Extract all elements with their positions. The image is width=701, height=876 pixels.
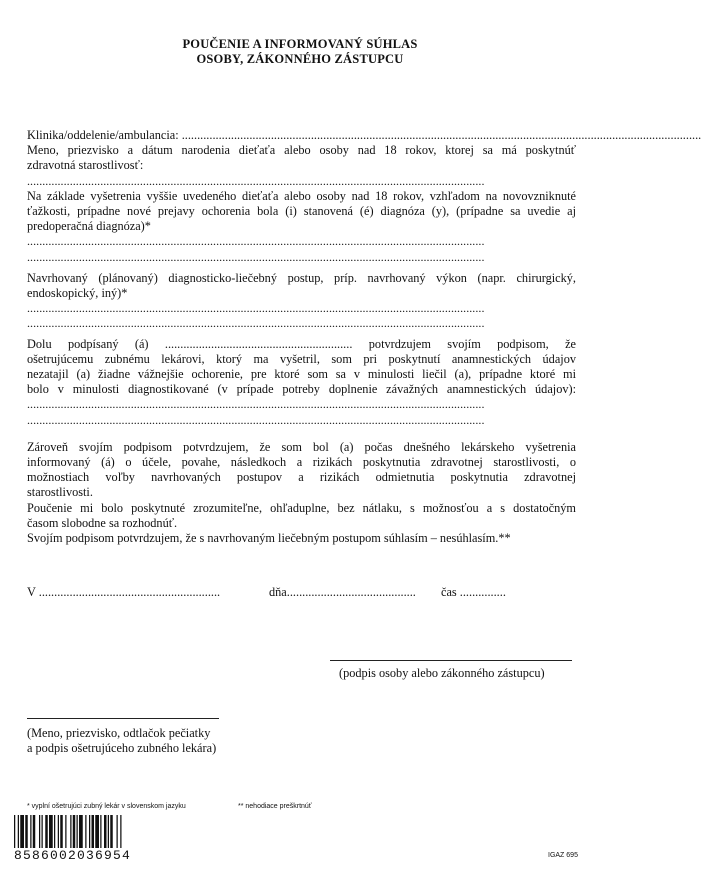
barcode-bar: [100, 815, 101, 848]
informed-text-4: starostlivosti.: [27, 485, 93, 500]
time-row: [441, 585, 506, 600]
barcode-bar: [110, 815, 113, 848]
place-row: [27, 585, 220, 600]
barcode-image: [14, 815, 164, 848]
barcode-bar: [89, 815, 90, 848]
procedure-text-1: Navrhovaný (plánovaný) diagnosticko-liečebný postup, príp. navrhovaný výkon (napr. chirurgický,: [27, 270, 576, 285]
barcode-bar: [49, 815, 53, 848]
barcode-bar: [39, 815, 40, 848]
declaration-text-2: ošetrujúcemu zubnému lekárovi, ktorý ma vyšetril, som pri poskytnutí anamnestických údajov: [27, 351, 576, 366]
spacer: [27, 428, 576, 440]
declaration-text-3: nezatajil (a) žiadne vážnejšie ochorenie, pre ktoré som sa v minulosti liečil (a), prípadne ktoré mi: [27, 366, 576, 381]
footnote-1: * vyplní ošetrujúci zubný lekár v slovenskom jazyku: [27, 803, 186, 810]
declaration-text-1: Dolu podpísaný (á) ............................................................. potvrdzujem svojím podpisom, že: [27, 336, 576, 351]
person-signature-caption: (podpis osoby alebo zákonného zástupcu): [339, 666, 545, 680]
diagnosis-text-1: Na základe vyšetrenia vyššie uvedeného dieťaťa alebo osoby nad 18 rokov, vzhľadom na novovzniknuté: [27, 188, 576, 203]
barcode-bar: [14, 815, 15, 848]
diagnosis-field-1[interactable]: ......................................................................................................................................................: [27, 234, 485, 249]
barcode-bar: [54, 815, 55, 848]
date-row: [269, 585, 416, 600]
footnote-2: ** nehodiace preškrtnúť: [238, 803, 312, 810]
form-title-line-1: POUČENIE A INFORMOVANÝ SÚHLAS: [182, 37, 418, 51]
time-label: čas: [441, 585, 457, 599]
barcode-bar: [20, 815, 24, 848]
barcode-bar: [85, 815, 86, 848]
doctor-signature-caption-1: (Meno, priezvisko, odtlačok pečiatky: [27, 726, 211, 740]
informed-text-2: informovaný (á) o účele, povahe, následkoch a rizikách poskytnutia zdravotnej starostlivosti, o: [27, 454, 576, 469]
diagnosis-text-2: ťažkosti, prípadne nové prejavy ochorenia bola (i) stanovená (é) diagnóza (y), (prípadne sa uvedie aj: [27, 204, 576, 218]
patient-name-field[interactable]: ......................................................................................................................................................: [27, 173, 485, 188]
barcode-bar: [70, 815, 71, 848]
diagnosis-text-3: predoperačná diagnóza)*: [27, 219, 151, 234]
form-title-line-2: OSOBY, ZÁKONNÉHO ZÁSTUPCU: [196, 52, 404, 66]
barcode-bar: [73, 815, 76, 848]
doctor-signature-caption-2: a podpis ošetrujúceho zubného lekára): [27, 741, 217, 755]
informed-text-6: časom slobodne sa rozhodnúť.: [27, 515, 178, 530]
declaration-text-4: bolo v minulosti diagnostikované (v prípade potreby doplnenie závažných anamnestických údajov):: [27, 382, 576, 397]
clinic-label: Klinika/oddelenie/ambulancia:: [27, 128, 179, 142]
time-field[interactable]: ...............: [459, 585, 506, 599]
barcode-bar: [65, 815, 66, 848]
barcode-number: 8586002036954: [14, 848, 132, 863]
barcode-bar: [117, 815, 118, 848]
procedure-text-2: endoskopický, iný)*: [27, 285, 128, 300]
barcode-bar: [30, 815, 31, 848]
barcode-bar: [33, 815, 36, 848]
informed-text-5: Poučenie mi bolo poskytnuté zrozumiteľne, ohľaduplne, bez nátlaku, s možnosťou a s dostatočným: [27, 500, 576, 515]
informed-text-3: možnostiach voľby navrhovaných postupov a rizikách odmietnutia poskytnutia zdravotnej: [27, 470, 576, 485]
procedure-field-2[interactable]: ......................................................................................................................................................: [27, 316, 485, 331]
clinic-row: [27, 128, 701, 143]
patient-name-text-1: Meno, priezvisko a dátum narodenia dieťaťa alebo osoby nad 18 rokov, ktorej sa má poskytnúť: [27, 143, 576, 158]
date-label: dňa: [269, 585, 287, 599]
barcode-bar: [92, 815, 95, 848]
diagnosis-field-2[interactable]: ......................................................................................................................................................: [27, 249, 485, 264]
barcode-bar: [108, 815, 109, 848]
place-label: V: [27, 585, 36, 599]
procedure-field-1[interactable]: ......................................................................................................................................................: [27, 301, 485, 316]
clinic-field[interactable]: .........................................................................................................................................................................: [181, 128, 701, 142]
barcode-bar: [60, 815, 63, 848]
barcode-bar: [77, 815, 78, 848]
barcode-bar: [25, 815, 28, 848]
consent-statement: Svojím podpisom potvrdzujem, že s navrhovaným liečebným postupom súhlasím – nesúhlasím.**: [27, 530, 511, 545]
barcode-bar: [104, 815, 107, 848]
person-signature-line[interactable]: [330, 660, 572, 661]
informed-text-1: Zároveň svojím podpisom potvrdzujem, že som bol (a) počas dnešného lekárskeho vyšetrenia: [27, 439, 576, 454]
form-body: [27, 128, 701, 546]
date-field[interactable]: ..........................................: [286, 585, 416, 599]
barcode-bar: [18, 815, 19, 848]
barcode-bar: [42, 815, 43, 848]
form-code: IGAZ 695: [548, 852, 578, 859]
barcode-bar: [95, 815, 99, 848]
barcode-bar: [79, 815, 83, 848]
barcode-bar: [45, 815, 48, 848]
barcode-bar: [58, 815, 59, 848]
place-field[interactable]: ...........................................................: [38, 585, 221, 599]
anamnesis-field-2[interactable]: ......................................................................................................................................................: [27, 412, 485, 427]
patient-name-text-2: zdravotná starostlivosť:: [27, 158, 144, 173]
barcode-bar: [120, 815, 121, 848]
anamnesis-field-1[interactable]: ......................................................................................................................................................: [27, 397, 485, 412]
doctor-signature-line[interactable]: [27, 718, 219, 719]
